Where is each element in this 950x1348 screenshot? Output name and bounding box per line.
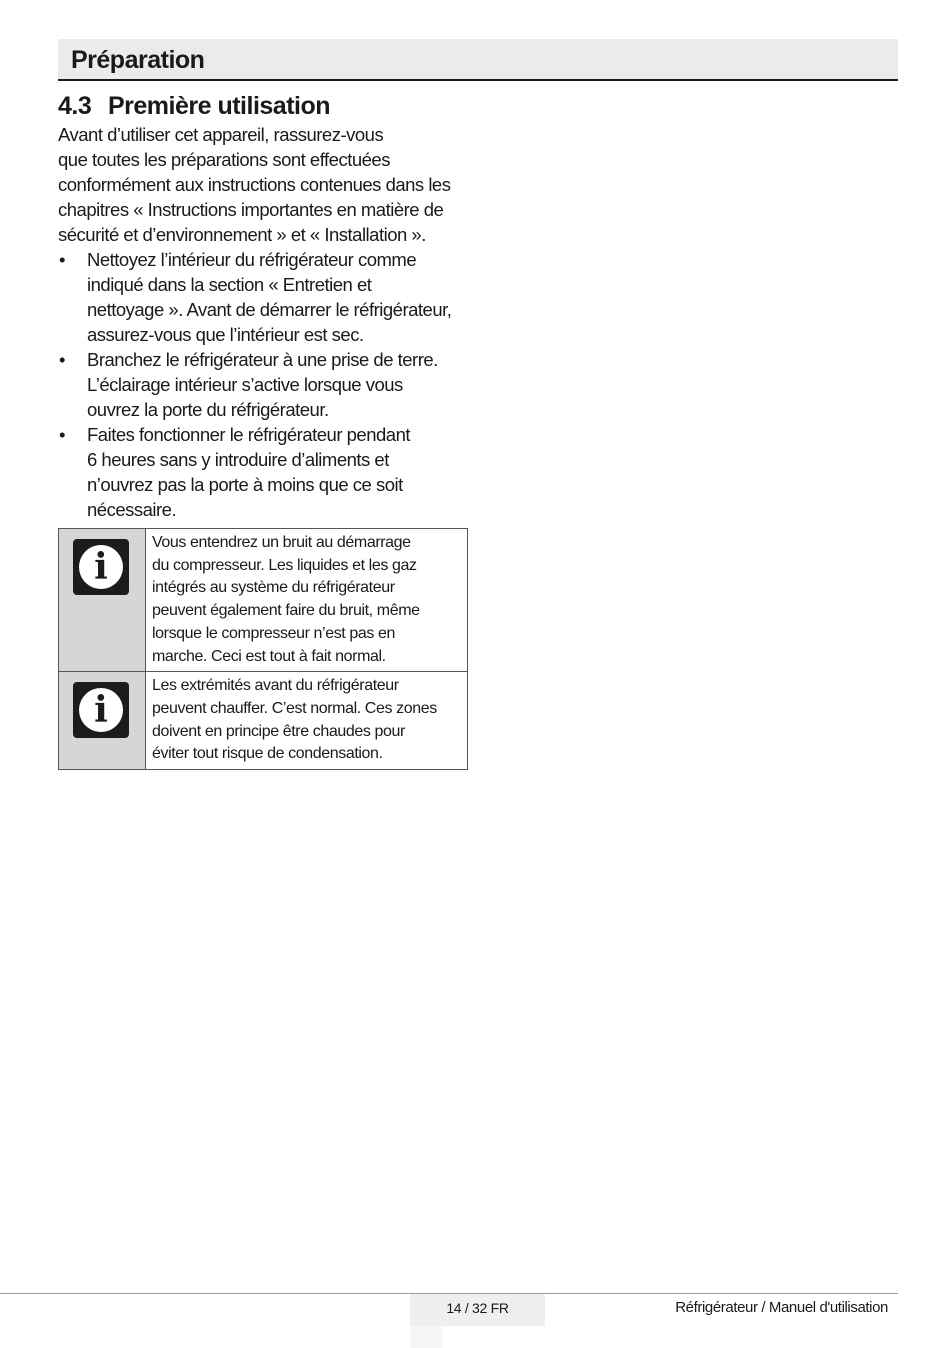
bullet-dot-icon: •: [59, 349, 65, 370]
list-item-line: nettoyage ». Avant de démarrer le réfrigérateur,: [87, 299, 452, 320]
note-line: doivent en principe être chaudes pour: [152, 722, 405, 740]
section-title: Préparation: [71, 46, 205, 74]
list-item-line: Nettoyez l’intérieur du réfrigérateur comme: [87, 249, 417, 270]
info-icon: i: [73, 682, 129, 738]
list-item-line: assurez-vous que l’intérieur est sec.: [87, 324, 364, 345]
list-item-line: L’éclairage intérieur s’active lorsque vous: [87, 374, 403, 395]
list-item-line: 6 heures sans y introduire d’aliments et: [87, 449, 389, 470]
intro-line: Avant d’utiliser cet appareil, rassurez-vous: [58, 124, 384, 145]
subsection-heading: [58, 90, 470, 122]
note-line: éviter tout risque de condensation.: [152, 745, 383, 763]
note-line: Les extrémités avant du réfrigérateur: [152, 677, 399, 695]
section-banner: [58, 39, 898, 81]
note-line: lorsque le compresseur n’est pas en: [152, 624, 396, 642]
note-icon-cell: [59, 529, 146, 672]
content-column: [58, 90, 470, 770]
note-line: peuvent chauffer. C’est normal. Ces zones: [152, 699, 437, 717]
info-notes-table: [58, 528, 468, 770]
info-icon: i: [73, 539, 129, 595]
note-line: marche. Ceci est tout à fait normal.: [152, 647, 386, 665]
intro-line: conformément aux instructions contenues dans les: [58, 174, 451, 195]
note-icon-cell: [59, 672, 146, 770]
note-row: [59, 529, 468, 672]
list-item: [58, 247, 470, 347]
footer-page-tab-lower: [410, 1326, 442, 1348]
list-item-line: indiqué dans la section « Entretien et: [87, 274, 372, 295]
intro-line: chapitres « Instructions importantes en matière de: [58, 199, 444, 220]
note-line: du compresseur. Les liquides et les gaz: [152, 556, 417, 574]
list-item-line: n’ouvrez pas la porte à moins que ce soit: [87, 474, 403, 495]
intro-paragraph: [58, 122, 470, 247]
note-text: [146, 672, 468, 770]
bullet-dot-icon: •: [59, 424, 65, 445]
subsection-number: 4.3: [58, 92, 92, 120]
note-text: [146, 529, 468, 672]
list-item-line: ouvrez la porte du réfrigérateur.: [87, 399, 329, 420]
bullet-list: [58, 247, 470, 522]
list-item-line: Faites fonctionner le réfrigérateur pendant: [87, 424, 411, 445]
list-item: [58, 347, 470, 422]
intro-line: sécurité et d’environnement » et « Installation ».: [58, 224, 426, 245]
list-item-line: nécessaire.: [87, 499, 177, 520]
intro-line: que toutes les préparations sont effectuées: [58, 149, 390, 170]
list-item: [58, 422, 470, 522]
note-line: Vous entendrez un bruit au démarrage: [152, 534, 411, 551]
bullet-dot-icon: •: [59, 249, 65, 270]
note-line: peuvent également faire du bruit, même: [152, 602, 420, 620]
page-number: 14 / 32 FR: [446, 1300, 509, 1316]
subsection-title: Première utilisation: [108, 92, 331, 120]
note-line: intégrés au système du réfrigérateur: [152, 579, 395, 597]
document-title: Réfrigérateur / Manuel d'utilisation: [675, 1299, 888, 1316]
list-item-line: Branchez le réfrigérateur à une prise de terre.: [87, 349, 438, 370]
note-row: [59, 672, 468, 770]
